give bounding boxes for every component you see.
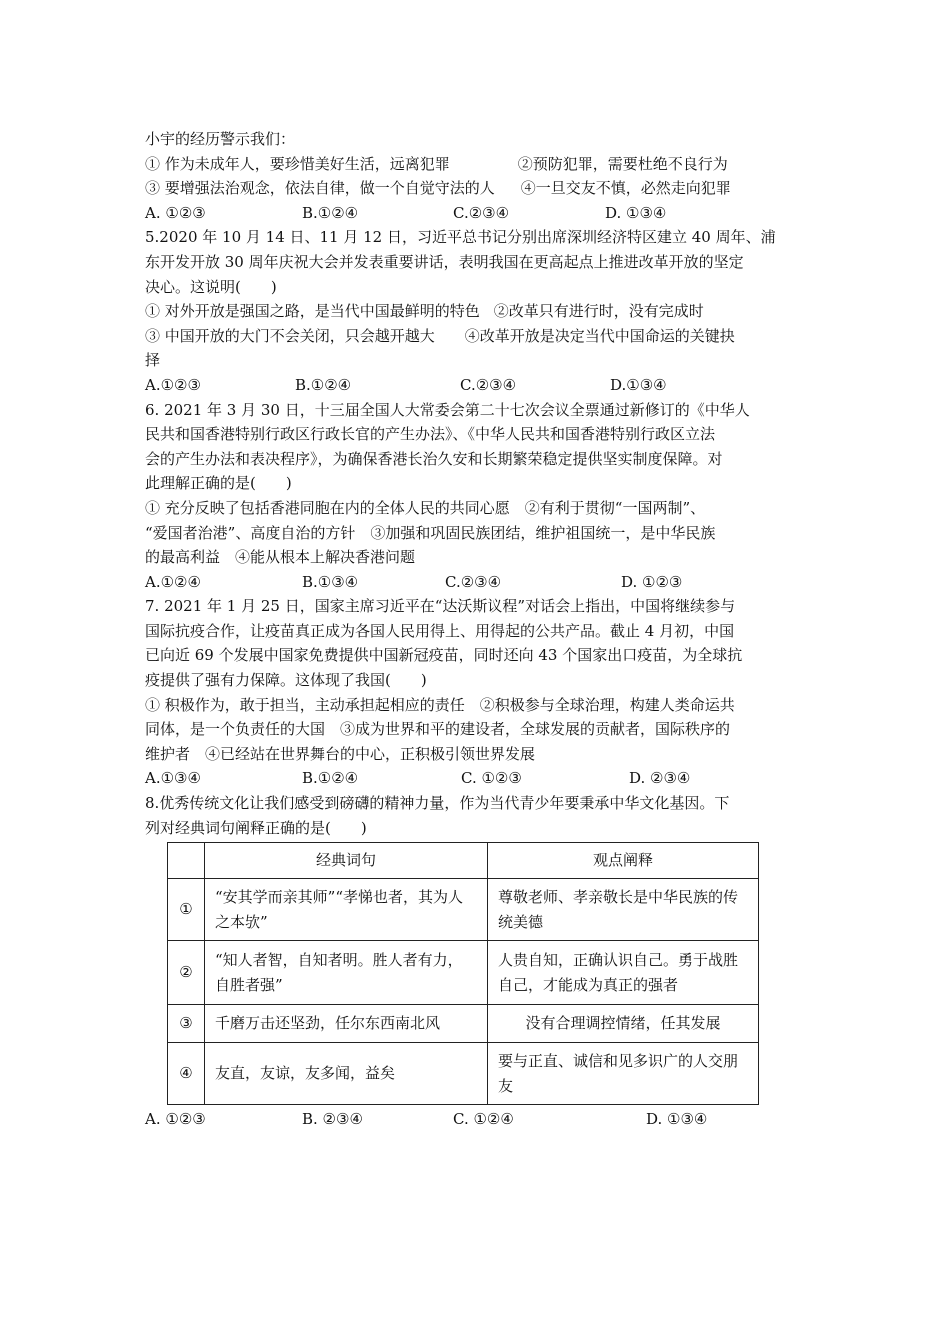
q4-option-d: D. ①③④ [605, 203, 667, 222]
q6-stem-line-2: 民共和国香港特别行政区行政长官的产生办法》、《中华人民共和国香港特别行政区立法 [145, 425, 716, 444]
q8-stem-line-1: 8.优秀传统文化让我们感受到磅礴的精神力量，作为当代青少年要秉承中华文化基因。下 [145, 794, 730, 813]
q8-option-b: B. ②③④ [302, 1110, 363, 1129]
q8-header-explanation: 观点阐释 [488, 843, 759, 879]
q5-statement-4: ④改革开放是决定当代中国命运的关键抉 [464, 326, 735, 345]
q5-statements-3-4 [145, 324, 810, 349]
q5-option-b: B.①②④ [295, 375, 352, 394]
q8-row-1-index: ① [168, 879, 205, 941]
q7-stem-line-4: 疫提供了强有力保障。这体现了我国( ) [145, 671, 427, 690]
q4-option-a: A. ①②③ [145, 203, 206, 222]
q4-statement-4: ④一旦交友不慎，必然走向犯罪 [520, 179, 731, 198]
q8-option-c: C. ①②④ [453, 1110, 514, 1129]
q5-stem-line-1: 5.2020 年 10 月 14 日、11 月 12 日，习近平总书记分别出席深圳经济特区建立 40 周年、浦 [145, 228, 776, 247]
q6-option-c: C.②③④ [445, 572, 502, 591]
q5-statement-3: ③ 中国开放的大门不会关闭，只会越开越大 [145, 326, 435, 345]
q5-option-c: C.②③④ [460, 375, 517, 394]
q7-statements-line-1: ① 积极作为，敢于担当，主动承担起相应的责任 ②积极参与全球治理，构建人类命运共 [145, 695, 735, 714]
q6-stem-line-3: 会的产生办法和表决程序》，为确保香港长治久安和长期繁荣稳定提供坚实制度保障。对 [145, 449, 723, 468]
q5-options [145, 373, 810, 398]
exam-page [145, 127, 810, 1132]
q5-statement-2: ②改革只有进行时，没有完成时 [493, 302, 704, 321]
q8-table [167, 842, 759, 1105]
q5-option-a: A.①②③ [145, 375, 201, 394]
q7-stem-line-3: 已向近 69 个发展中国家免费提供中国新冠疫苗，同时还向 43 个国家出口疫苗，为全球抗 [145, 646, 743, 665]
q6-statements-line-3: 的最高利益 ④能从根本上解决香港问题 [145, 548, 416, 567]
q4-option-b: B.①②④ [302, 203, 359, 222]
q7-statements-line-3: 维护者 ④已经站在世界舞台的中心，正积极引领世界发展 [145, 744, 536, 763]
q6-option-b: B.①③④ [302, 572, 359, 591]
q8-row-4-explanation: 要与正直、诚信和见多识广的人交朋友 [488, 1043, 759, 1105]
q7-stem-line-1: 7. 2021 年 1 月 25 日，国家主席习近平在“达沃斯议程”对话会上指出，中国将继续参与 [145, 597, 736, 616]
q6-options [145, 570, 810, 595]
q8-table-row [168, 1043, 759, 1105]
q4-statement-2: ②预防犯罪，需要杜绝不良行为 [517, 154, 728, 173]
q8-header-quote: 经典词句 [205, 843, 488, 879]
q7-option-b: B.①②④ [302, 769, 359, 788]
q8-row-4-quote: 友直，友谅，友多闻，益矣 [205, 1043, 488, 1105]
q7-options [145, 766, 810, 791]
q8-table-header [168, 843, 759, 879]
q8-row-3-index: ③ [168, 1005, 205, 1043]
q8-row-3-quote: 千磨万击还坚劲，任尔东西南北风 [205, 1005, 488, 1043]
q5-stem-line-3: 决心。这说明( ) [145, 277, 277, 296]
q8-row-4-index: ④ [168, 1043, 205, 1105]
q4-intro: 小宇的经历警示我们： [145, 130, 296, 148]
q8-table-row [168, 1005, 759, 1043]
q8-row-1-explanation: 尊敬老师、孝亲敬长是中华民族的传统美德 [488, 879, 759, 941]
q6-stem-line-1: 6. 2021 年 3 月 30 日，十三届全国人大常委会第二十七次会议全票通过新修订的《中华人 [145, 400, 750, 419]
q6-stem-line-4: 此理解正确的是( ) [145, 474, 292, 493]
q4-statement-1: ① 作为未成年人，要珍惜美好生活，远离犯罪 [145, 154, 450, 173]
q8-row-3-explanation: 没有合理调控情绪，任其发展 [488, 1005, 759, 1043]
q7-statements-line-2: 同体，是一个负责任的大国 ③成为世界和平的建设者，全球发展的贡献者，国际秩序的 [145, 720, 731, 739]
q5-statement-4-cont: 择 [145, 351, 161, 370]
q8-option-d: D. ①③④ [646, 1110, 708, 1129]
q6-statements-line-1: ① 充分反映了包括香港同胞在内的全体人民的共同心愿 ②有利于贯彻“一国两制”、 [145, 498, 706, 517]
q8-stem-line-2: 列对经典词句阐释正确的是( ) [145, 818, 367, 837]
q4-statements-3-4 [145, 176, 810, 201]
q8-table-row [168, 879, 759, 941]
q6-option-d: D. ①②③ [621, 572, 683, 591]
q8-options [145, 1107, 810, 1132]
q8-option-a: A. ①②③ [145, 1110, 206, 1129]
q5-stem-line-2: 东开发开放 30 周年庆祝大会并发表重要讲话，表明我国在更高起点上推进改革开放的坚定 [145, 252, 744, 271]
q8-row-2-index: ② [168, 941, 205, 1005]
q5-statement-1: ① 对外开放是强国之路，是当代中国最鲜明的特色 [145, 302, 480, 321]
q6-option-a: A.①②④ [145, 572, 201, 591]
q4-options [145, 201, 810, 226]
q4-option-c: C.②③④ [453, 203, 510, 222]
q7-stem-line-2: 国际抗疫合作，让疫苗真正成为各国人民用得上、用得起的公共产品。截止 4 月初，中国 [145, 621, 735, 640]
q7-option-d: D. ②③④ [629, 769, 691, 788]
q7-option-a: A.①③④ [145, 769, 201, 788]
q8-row-2-explanation: 人贵自知，正确认识自己。勇于战胜自己，才能成为真正的强者 [488, 941, 759, 1005]
q8-row-2-quote: “知人者智，自知者明。胜人者有力，自胜者强” [205, 941, 488, 1005]
q7-option-c: C. ①②③ [461, 769, 522, 788]
q5-option-d: D.①③④ [610, 375, 667, 394]
q4-statements-1-2 [145, 152, 810, 177]
q4-statement-3: ③ 要增强法治观念，依法自律，做一个自觉守法的人 [145, 179, 495, 198]
q6-statements-line-2: “爱国者治港”、高度自治的方针 ③加强和巩固民族团结，维护祖国统一，是中华民族 [145, 523, 716, 542]
q8-row-1-quote: “安其学而亲其师”“孝悌也者，其为人之本欤” [205, 879, 488, 941]
q8-table-row [168, 941, 759, 1005]
q5-statements-1-2 [145, 299, 810, 324]
q8-header-index [168, 843, 205, 879]
